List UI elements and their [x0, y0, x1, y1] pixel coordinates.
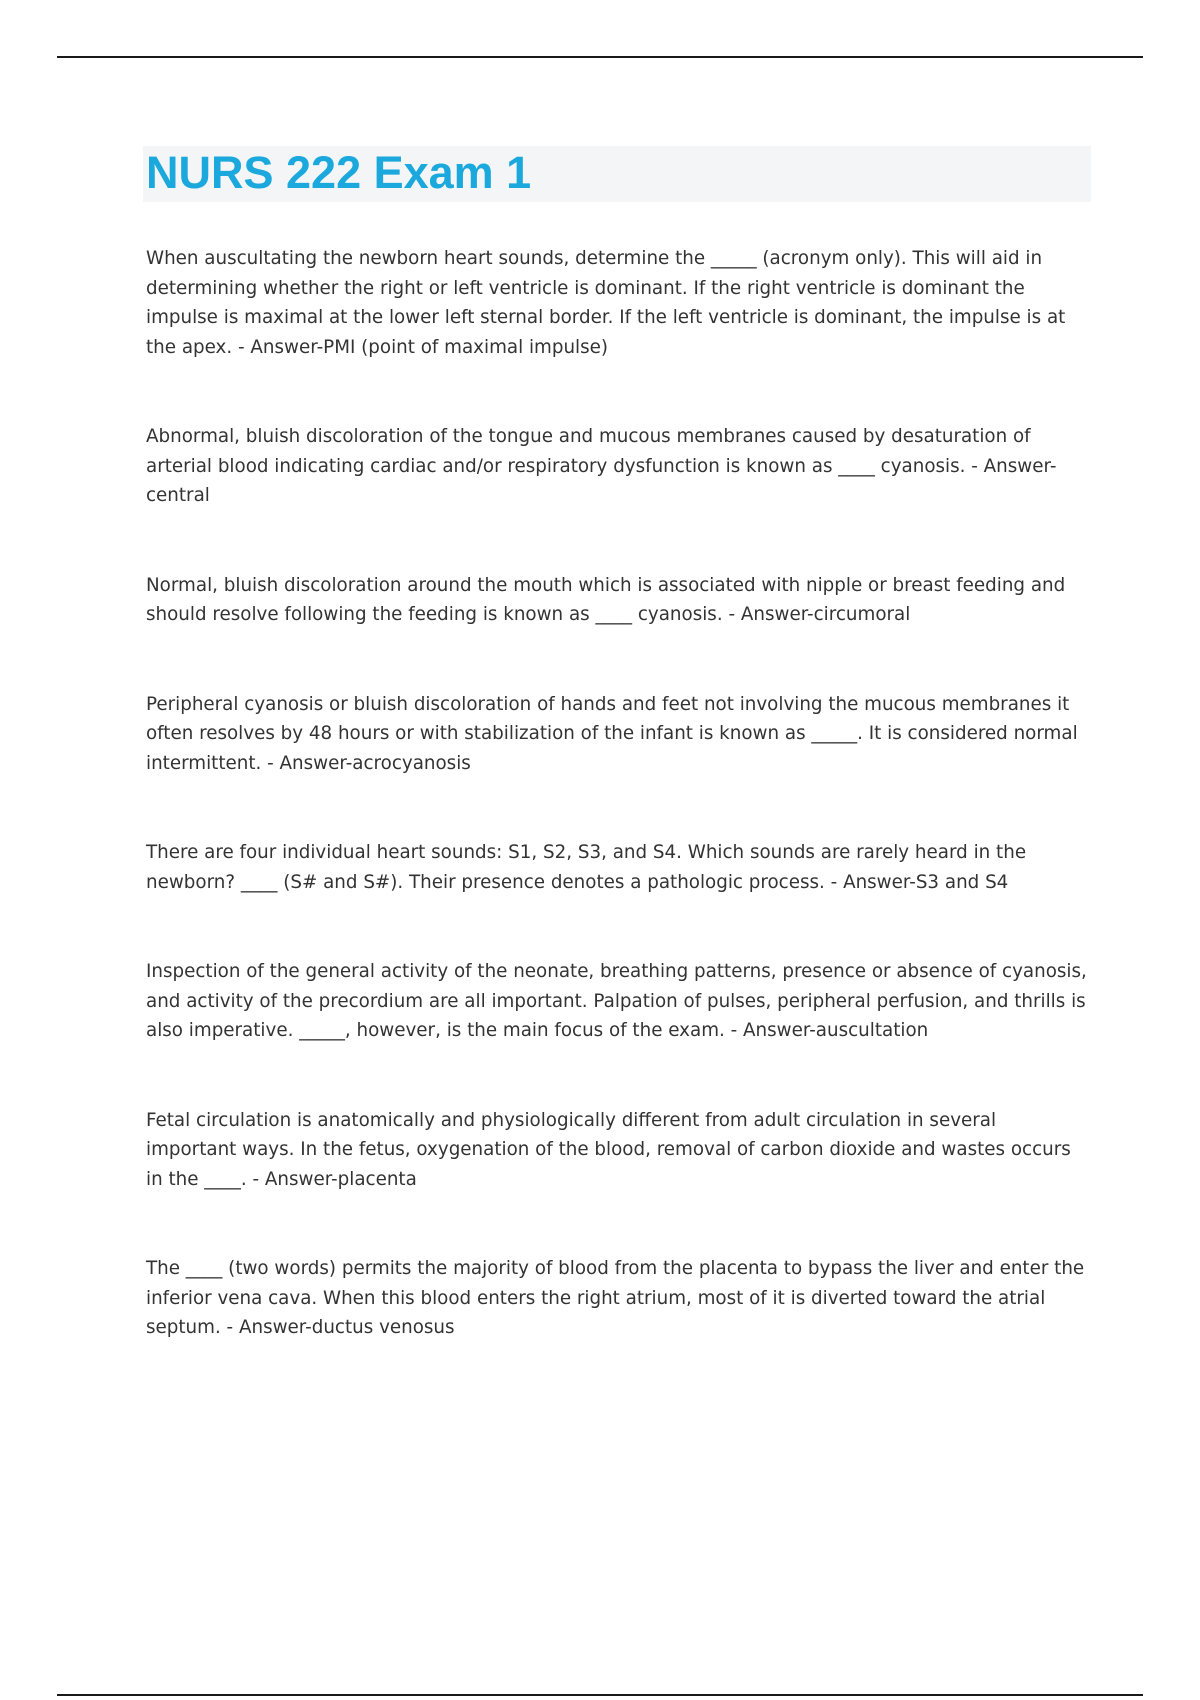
qa-item	[146, 1106, 1091, 1195]
qa-item	[146, 690, 1091, 779]
answer-text: Answer-PMI (point of maximal impulse)	[250, 336, 609, 358]
question-text: When auscultating the newborn heart sounds, determine the _____ (acronym only). This will aid in determining whether the right or left ventricle is dominant. If the right ventricle is dominant the impulse is maximal at the lower left sternal border. If the left ventricle is dominant, the impulse is at the apex. -	[146, 248, 1066, 358]
answer-text: Answer-placenta	[264, 1168, 417, 1190]
qa-item	[146, 838, 1091, 897]
answer-text: Answer-auscultation	[743, 1020, 929, 1041]
question-text: Abnormal, bluish discoloration of the tongue and mucous membranes caused by desaturation of arterial blood indicating cardiac and/or respiratory dysfunction is known as ____ cyanosis. -	[146, 426, 1031, 477]
bottom-rule	[57, 1694, 1143, 1696]
top-rule	[57, 56, 1143, 58]
question-text: Inspection of the general activity of the neonate, breathing patterns, presence or absence of cyanosis, and activity of the precordium are all important. Palpation of pulses, peripheral perfusion, and thrills is also imperative. _____, however, is the main focus of the exam. -	[146, 961, 1087, 1041]
qa-item	[146, 244, 1091, 362]
qa-item	[146, 957, 1091, 1046]
document-title: NURS 222 Exam 1	[146, 147, 532, 198]
qa-item	[146, 422, 1091, 511]
qa-item	[146, 1254, 1091, 1343]
qa-item	[146, 571, 1091, 630]
question-text: Normal, bluish discoloration around the mouth which is associated with nipple or breast feeding and should resolve following the feeding is known as ____ cyanosis. -	[146, 574, 1066, 625]
question-text: Peripheral cyanosis or bluish discoloration of hands and feet not involving the mucous membranes it often resolves by 48 hours or with stabilization of the infant is known as _____. It is considered normal intermittent. -	[146, 693, 1078, 774]
qa-list	[146, 244, 1091, 1403]
question-text: There are four individual heart sounds: S1, S2, S3, and S4. Which sounds are rarely heard in the newborn? ____ (S# and S#). Their presence denotes a pathologic process. -	[146, 842, 1027, 893]
question-text: The ____ (two words) permits the majority of blood from the placenta to bypass the liver and enter the inferior vena cava. When this blood enters the right atrium, most of it is diverted toward the atrial septum. -	[146, 1258, 1085, 1338]
answer-text: Answer-acrocyanosis	[279, 752, 471, 774]
question-text: Fetal circulation is anatomically and physiologically different from adult circulation in several important ways. In the fetus, oxygenation of the blood, removal of carbon dioxide and wastes occurs in the ____. -	[146, 1109, 1071, 1190]
answer-text: Answer-S3 and S4	[843, 871, 1009, 893]
answer-text: Answer-ductus venosus	[238, 1317, 455, 1338]
answer-text: Answer-central	[146, 455, 1057, 506]
answer-text: Answer-circumoral	[740, 604, 911, 625]
